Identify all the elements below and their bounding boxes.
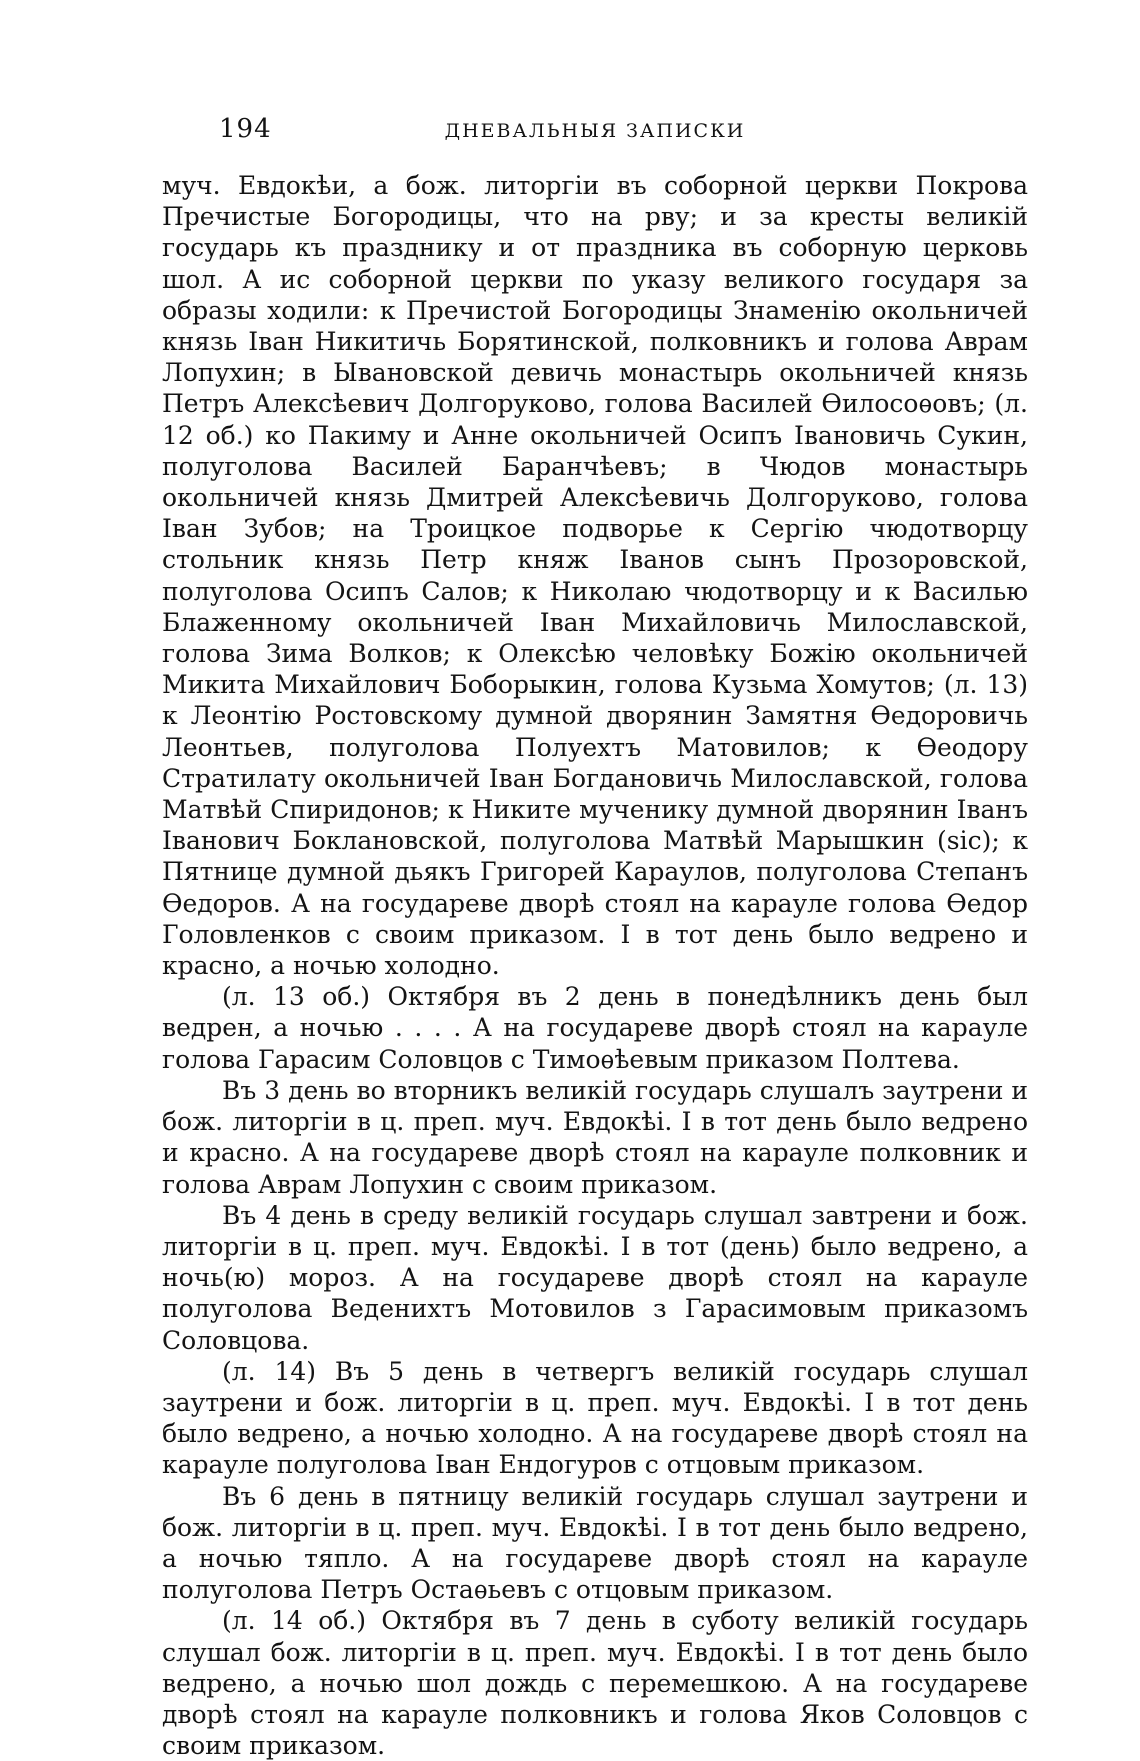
paragraph-6: Въ 6 день в пятницу великiй государь слушал заутрени и бож. литоргiи в ц. преп. муч. Евдокѣi. I в тот день было ведрено, а ночью тяпло. А на государеве дворѣ стоял на карауле полуголова Петръ Остаѳьевъ с отцовым приказом.: [162, 1481, 1028, 1605]
running-title: ДНЕВАЛЬНЫЯ ЗАПИСКИ: [444, 120, 746, 142]
document-page: [162, 108, 1028, 1761]
paragraph-1: муч. Евдокѣи, а бож. литоргiи въ соборной церкви Покрова Пречистые Богородицы, что на рву; и за кресты великiй государь къ празднику и от праздника въ соборную церковь шол. А ис соборной церкви по указу великого государя за образы ходили: к Пречистой Богородицы Знаменiю окольничей князь Iван Никитичь Борятинской, полковникъ и голова Аврам Лопухин; в Ывановской девичь монастырь окольничей князь Петръ Алексѣевич Долгоруково, голова Василей Ѳилосоѳовъ; (л. 12 об.) ко Пакиму и Анне окольничей Осипъ Iвановичь Сукин, полуголова Василей Баранчѣевъ; в Чюдов монастырь окольничей князь Дмитрей Алексѣевичь Долгоруково, голова Iван Зубов; на Троицкое подворье к Сергiю чюдотворцу стольник князь Петр княж Iванов сынъ Прозоровской, полуголова Осипъ Салов; к Николаю чюдотворцу и к Василью Блаженному окольничей Iван Михайловичь Милославской, голова Зима Волков; к Олексѣю человѣку Божiю окольничей Микита Михайлович Боборыкин, голова Кузьма Хомутов; (л. 13) к Леонтiю Ростовскому думной дворянин Замятня Ѳедоровичь Леонтьев, полуголова Полуехтъ Матовилов; к Ѳеодору Стратилату окольничей Iван Богдановичь Милославской, голова Матвѣй Спиридонов; к Никите мученику думной дворянин Iванъ Iванович Боклановской, полуголова Матвѣй Марышкин (sic); к Пятнице думной дьякъ Григорей Караулов, полуголова Степанъ Ѳедоров. А на государеве дворѣ стоял на карауле голова Ѳедор Головленков с своим приказом. I в тот день было ведрено и красно, а ночью холодно.: [162, 171, 1028, 981]
running-head: [162, 108, 1028, 148]
paragraph-7: (л. 14 об.) Октября въ 7 день в суботу великiй государь слушал бож. литоргiи в ц. преп. муч. Евдокѣi. I в тот день было ведрено, а ночью шол дождь с перемешкою. А на государеве дворѣ стоял на карауле полковникъ и голова Яков Соловцов с своим приказом.: [162, 1606, 1028, 1761]
paragraph-4: Въ 4 день в среду великiй государь слушал завтрени и бож. литоргiи в ц. преп. муч. Евдокѣi. I в тот (день) было ведрено, а ночь(ю) мороз. А на государеве дворѣ стоял на карауле полуголова Веденихтъ Мотовилов з Гарасимовым приказомъ Соловцова.: [162, 1200, 1028, 1355]
paragraph-2: (л. 13 об.) Октября въ 2 день в понедѣлникъ день был ведрен, а ночью . . . . А на государеве дворѣ стоял на карауле голова Гарасим Соловцов с Тимоѳѣевым приказом Полтева.: [162, 982, 1028, 1074]
page-number: 194: [219, 114, 272, 144]
body-text: [162, 170, 1028, 1761]
paragraph-5: (л. 14) Въ 5 день в четвергъ великiй государь слушал заутрени и бож. литоргiи в ц. преп. муч. Евдокѣi. I в тот день было ведрено, а ночью холодно. А на государеве дворѣ стоял на карауле полуголова Iван Ендогуров с отцовым приказом.: [162, 1356, 1028, 1480]
paragraph-3: Въ 3 день во вторникъ великiй государь слушалъ заутрени и бож. литоргiи в ц. преп. муч. Евдокѣi. I в тот день было ведрено и красно. А на государеве дворѣ стоял на карауле полковник и голова Аврам Лопухин с своим приказом.: [162, 1075, 1028, 1199]
